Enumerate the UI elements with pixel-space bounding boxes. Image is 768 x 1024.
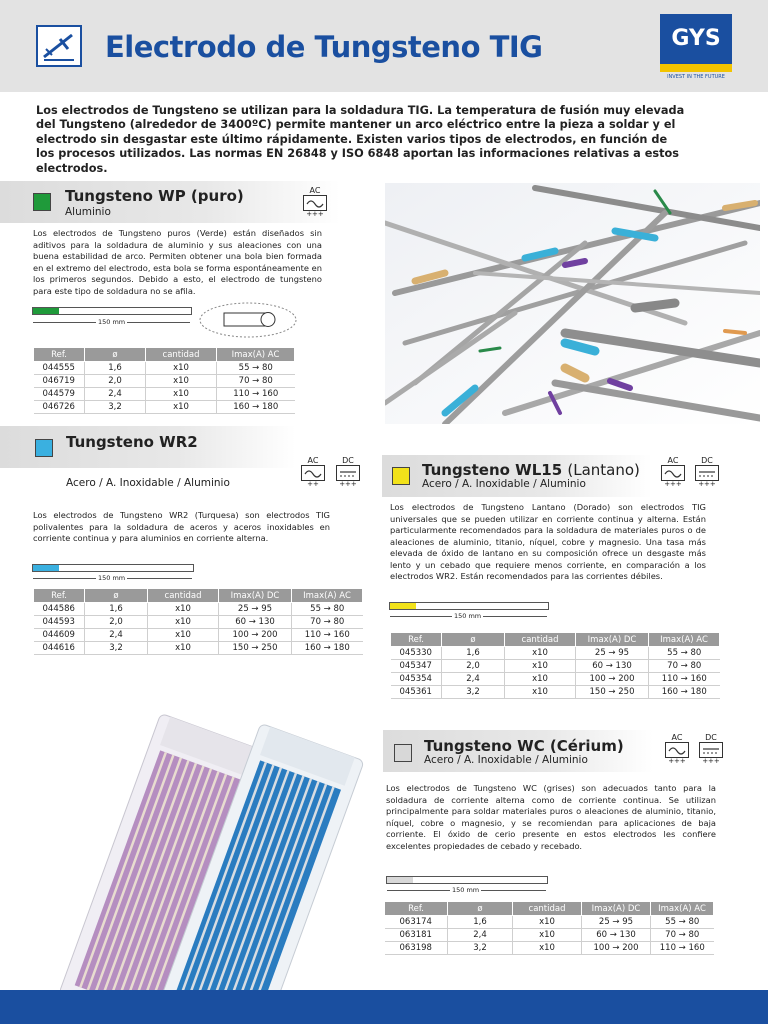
col-header: Imax(A) DC (582, 902, 651, 916)
col-header: ø (85, 589, 148, 603)
logo-tagline: INVEST IN THE FUTURE (667, 74, 725, 80)
ac-wave-icon (665, 742, 689, 758)
wl15-description: Los electrodos de Tungsteno Lantano (Dorado) son electrodos TIG universales que se pueden utilizar en corriente continua y alterna. Están particularmente recomendados para la soldadura de materiales puros o de aleaciones de aluminio, titanio, níquel, cobre y magnesio. Una tasa más elevada de óxido de lantano en su composición ofrece un desgaste más lento y un cebado que requiere menos corriente, en comparación a los electrodos WR2. Están recomendados para las corrientes débiles. (390, 502, 706, 581)
table-cell: 3,2 (85, 642, 148, 655)
table-cell: 063174 (385, 916, 448, 929)
table-cell: x10 (146, 362, 217, 375)
tig-torch-icon (36, 25, 82, 67)
table-cell: 044555 (34, 362, 85, 375)
wc-description: Los electrodos de Tungsteno WC (grises) son adecuados tanto para la soldadura de corriente alterna como de corriente continua. Se utilizan principalmente para soldar materiales puros o aleaciones de aluminio, titanio, níquel, cobre o magnesio, y se recomiendan para aplicaciones de baja corriente. El óxido de cerio presente en estos electrodos les confiere excelentes propiedades de cebado y recebado. (386, 783, 716, 851)
table-cell: 046719 (34, 375, 85, 388)
table-cell: x10 (513, 942, 582, 955)
table-row (34, 401, 295, 414)
ac-wave-icon (661, 465, 685, 481)
table-cell: 55 → 80 (651, 916, 714, 929)
wr2-electrode-tip (33, 565, 59, 571)
ac-polarity: ++ (307, 480, 319, 488)
wp-electrode-tip (33, 308, 59, 314)
wr2-color-swatch (35, 439, 53, 457)
table-cell: 3,2 (448, 942, 513, 955)
table-row (385, 916, 714, 929)
ac-polarity: +++ (664, 480, 682, 488)
col-header: ø (85, 348, 146, 362)
col-header: ø (442, 633, 505, 647)
table-cell: 046726 (34, 401, 85, 414)
table-cell: 110 → 160 (217, 388, 295, 401)
table-cell: 3,2 (85, 401, 146, 414)
table-cell: 150 → 250 (219, 642, 292, 655)
table-cell: 60 → 130 (582, 929, 651, 942)
col-header: Ref. (34, 348, 85, 362)
dc-polarity: +++ (339, 480, 357, 488)
table-cell: 160 → 180 (292, 642, 363, 655)
table-cell: 100 → 200 (219, 629, 292, 642)
table-cell: x10 (148, 629, 219, 642)
wp-color-swatch (33, 193, 51, 211)
wp-electrode-bar (32, 307, 192, 315)
wc-subtitle: Acero / A. Inoxidable / Aluminio (424, 754, 588, 766)
wc-color-swatch (394, 744, 412, 762)
wr2-spec-table (33, 588, 363, 655)
table-cell: 60 → 130 (219, 616, 292, 629)
table-cell: 044593 (34, 616, 85, 629)
table-cell: 045361 (391, 686, 442, 699)
table-cell: 55 → 80 (649, 647, 720, 660)
col-header: cantidad (505, 633, 576, 647)
table-cell: 70 → 80 (649, 660, 720, 673)
col-header: Ref. (385, 902, 448, 916)
wc-title: Tungsteno WC (Cérium) (424, 737, 624, 755)
wl15-ac-symbol (660, 456, 686, 490)
wp-spec-table (33, 347, 295, 414)
wl15-title (422, 461, 640, 479)
col-header: Imax(A) DC (576, 633, 649, 647)
table-cell: 110 → 160 (651, 942, 714, 955)
electrode-packaging-photo (60, 712, 380, 992)
table-cell: 1,6 (448, 916, 513, 929)
table-cell: 25 → 95 (219, 603, 292, 616)
wl15-electrode-tip (390, 603, 416, 609)
table-row (34, 629, 363, 642)
table-row (34, 642, 363, 655)
col-header: Imax(A) AC (651, 902, 714, 916)
wr2-title: Tungsteno WR2 (66, 433, 198, 451)
table-cell: 160 → 180 (649, 686, 720, 699)
table-cell: 2,4 (448, 929, 513, 942)
ac-label: AC (671, 733, 683, 742)
table-cell: 2,0 (85, 375, 146, 388)
page-title: Electrodo de Tungsteno TIG (105, 30, 543, 64)
table-cell: x10 (146, 401, 217, 414)
wr2-dc-symbol (335, 456, 361, 490)
wr2-electrode-bar (32, 564, 194, 572)
wr2-subtitle: Acero / A. Inoxidable / Aluminio (66, 477, 230, 489)
wl15-title-main: Tungsteno WL15 (422, 461, 563, 479)
table-row (391, 660, 720, 673)
dc-line-icon (336, 465, 360, 481)
table-row (34, 375, 295, 388)
table-cell: 2,4 (442, 673, 505, 686)
intro-paragraph: Los electrodos de Tungsteno se utilizan para la soldadura TIG. La temperatura de fusión muy elevada del Tungsteno (alrededor de 3400ºC) permite mantener un arco eléctrico entre la pieza a soldar y el electrodo sin desgastar este último rápidamente. Existen varios tipos de electrodos, en función de los procesos utilizados. Las normas EN 26848 y ISO 6848 aportan las informaciones relativas a estos electrodos. (36, 104, 685, 175)
table-cell: 25 → 95 (576, 647, 649, 660)
wp-description: Los electrodos de Tungsteno puros (Verde) están diseñados sin aditivos para la soldadura de aluminio y sus aleaciones con una buena estabilidad de arco. Permiten obtener una bola bien formada en el extremo del electrodo, esta bola se forma espontáneamente en los primeros segundos. Debido a esto, el electrodo de tungsteno para este tipo de soldadura no se afila. (33, 228, 322, 296)
table-cell: 1,6 (85, 362, 146, 375)
table-cell: x10 (505, 686, 576, 699)
wl15-subtitle: Acero / A. Inoxidable / Aluminio (422, 478, 586, 490)
dc-label: DC (701, 456, 713, 465)
wc-length-label: 150 mm (452, 886, 480, 894)
table-cell: 1,6 (442, 647, 505, 660)
table-row (385, 929, 714, 942)
table-cell: 045347 (391, 660, 442, 673)
wp-subtitle: Aluminio (65, 206, 111, 218)
dc-line-icon (699, 742, 723, 758)
table-header-row (34, 589, 363, 603)
table-cell: x10 (513, 916, 582, 929)
dc-polarity: +++ (702, 757, 720, 765)
wc-electrode-bar (386, 876, 548, 884)
table-cell: 063198 (385, 942, 448, 955)
electrodes-photo (385, 183, 760, 424)
col-header: Imax(A) AC (217, 348, 295, 362)
dc-label: DC (342, 456, 354, 465)
wp-ac-symbol (302, 186, 328, 220)
col-header: Ref. (391, 633, 442, 647)
table-cell: 2,4 (85, 629, 148, 642)
table-cell: 70 → 80 (651, 929, 714, 942)
wp-title: Tungsteno WP (puro) (65, 187, 244, 205)
table-cell: 110 → 160 (649, 673, 720, 686)
table-cell: 70 → 80 (292, 616, 363, 629)
table-cell: 150 → 250 (576, 686, 649, 699)
col-header: Imax(A) AC (292, 589, 363, 603)
table-header-row (34, 348, 295, 362)
table-cell: 044579 (34, 388, 85, 401)
dc-line-icon (695, 465, 719, 481)
table-cell: x10 (148, 603, 219, 616)
wl15-length-label: 150 mm (454, 612, 482, 620)
wl15-title-extra: (Lantano) (567, 461, 640, 479)
table-cell: 3,2 (442, 686, 505, 699)
table-cell: 60 → 130 (576, 660, 649, 673)
dc-polarity: +++ (698, 480, 716, 488)
table-cell: x10 (148, 616, 219, 629)
table-row (385, 942, 714, 955)
wl15-dc-symbol (694, 456, 720, 490)
page-header (0, 0, 768, 92)
ac-label: AC (307, 456, 319, 465)
table-header-row (391, 633, 720, 647)
wr2-ac-symbol (300, 456, 326, 490)
col-header: cantidad (513, 902, 582, 916)
table-cell: 55 → 80 (292, 603, 363, 616)
ac-polarity: +++ (668, 757, 686, 765)
wl15-color-swatch (392, 467, 410, 485)
wr2-description: Los electrodos de Tungsteno WR2 (Turquesa) son electrodos TIG polivalentes para la soldadura de aceros y aceros inoxidables en corriente continua y para aluminios en corriente alterna. (33, 510, 330, 543)
col-header: cantidad (146, 348, 217, 362)
table-row (34, 388, 295, 401)
logo-text: GYS (671, 26, 721, 51)
wc-dc-symbol (698, 733, 724, 767)
col-header: Imax(A) AC (649, 633, 720, 647)
table-cell: x10 (146, 375, 217, 388)
wc-electrode-tip (387, 877, 413, 883)
table-cell: 1,6 (85, 603, 148, 616)
table-row (391, 686, 720, 699)
table-cell: 044616 (34, 642, 85, 655)
table-cell: x10 (505, 673, 576, 686)
col-header: Imax(A) DC (219, 589, 292, 603)
wp-length-label: 150 mm (98, 318, 126, 326)
table-cell: 2,0 (85, 616, 148, 629)
ac-label: AC (309, 186, 321, 195)
table-cell: 110 → 160 (292, 629, 363, 642)
table-cell: 063181 (385, 929, 448, 942)
table-cell: x10 (513, 929, 582, 942)
table-cell: 045354 (391, 673, 442, 686)
table-row (34, 603, 363, 616)
table-cell: 044586 (34, 603, 85, 616)
table-cell: 044609 (34, 629, 85, 642)
table-row (391, 647, 720, 660)
ac-polarity: +++ (306, 210, 324, 218)
table-cell: x10 (146, 388, 217, 401)
col-header: Ref. (34, 589, 85, 603)
wl15-electrode-bar (389, 602, 549, 610)
table-cell: 70 → 80 (217, 375, 295, 388)
ball-tip-diagram (198, 300, 298, 340)
wr2-length-label: 150 mm (98, 574, 126, 582)
table-cell: x10 (505, 660, 576, 673)
table-cell: 25 → 95 (582, 916, 651, 929)
wc-spec-table (384, 901, 714, 955)
table-cell: 2,4 (85, 388, 146, 401)
table-cell: 160 → 180 (217, 401, 295, 414)
table-row (34, 616, 363, 629)
table-row (34, 362, 295, 375)
table-row (391, 673, 720, 686)
table-cell: 100 → 200 (582, 942, 651, 955)
table-cell: 2,0 (442, 660, 505, 673)
table-cell: x10 (148, 642, 219, 655)
dc-label: DC (705, 733, 717, 742)
col-header: cantidad (148, 589, 219, 603)
ac-wave-icon (303, 195, 327, 211)
col-header: ø (448, 902, 513, 916)
table-cell: x10 (505, 647, 576, 660)
gys-logo (660, 14, 732, 86)
ac-wave-icon (301, 465, 325, 481)
ac-label: AC (667, 456, 679, 465)
footer-band (0, 990, 768, 1024)
wl15-spec-table (390, 632, 720, 699)
table-cell: 55 → 80 (217, 362, 295, 375)
table-cell: 100 → 200 (576, 673, 649, 686)
table-header-row (385, 902, 714, 916)
wc-ac-symbol (664, 733, 690, 767)
table-cell: 045330 (391, 647, 442, 660)
